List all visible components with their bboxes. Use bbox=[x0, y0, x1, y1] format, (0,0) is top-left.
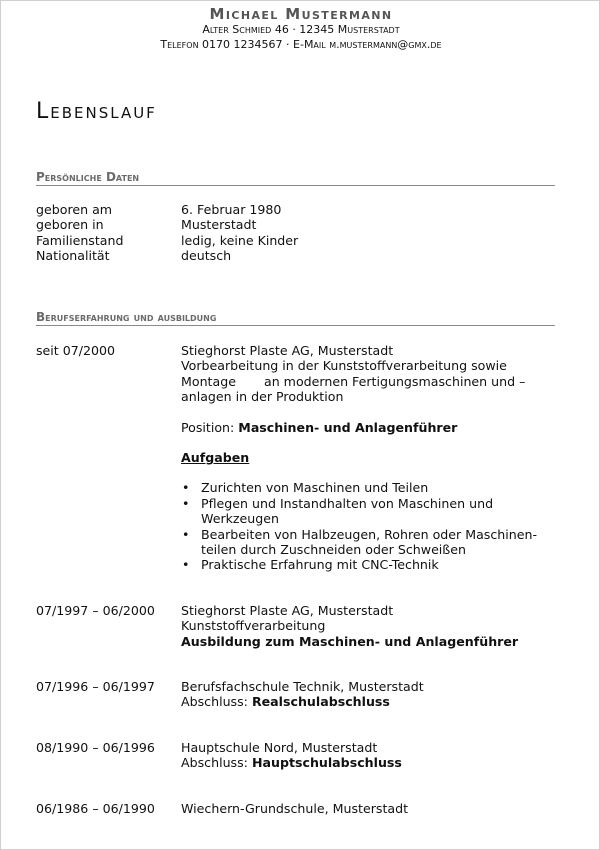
position-title: Maschinen- und Anlagenführer bbox=[238, 419, 458, 435]
tasks-list bbox=[181, 480, 566, 572]
degree-line bbox=[181, 694, 566, 709]
degree: Realschulabschluss bbox=[251, 694, 390, 710]
position-line bbox=[181, 420, 566, 435]
applicant-name: Michael Mustermann bbox=[209, 5, 393, 23]
education-entry-grundschule bbox=[36, 801, 566, 816]
personal-label: Nationalität bbox=[36, 248, 110, 264]
experience-entry-current bbox=[36, 343, 566, 573]
personal-row bbox=[36, 248, 566, 263]
entry-details bbox=[181, 603, 566, 649]
period: 06/1986 – 06/1990 bbox=[36, 801, 155, 816]
entry-details bbox=[181, 343, 566, 573]
degree-label: Abschluss: bbox=[181, 694, 252, 710]
address-line: Alter Schmied 46 · 12345 Musterstadt bbox=[202, 23, 400, 36]
personal-value: deutsch bbox=[181, 248, 232, 264]
degree-label: Abschluss: bbox=[181, 755, 252, 771]
entry-details bbox=[181, 740, 566, 771]
degree: Hauptschulabschluss bbox=[251, 755, 402, 771]
degree-line bbox=[181, 755, 566, 770]
section-heading-experience: Berufserfahrung und ausbildung bbox=[36, 310, 555, 326]
school-name: Berufsfachschule Technik, Musterstadt bbox=[181, 679, 424, 694]
personal-value: ledig, keine Kinder bbox=[181, 232, 299, 248]
period: 08/1990 – 06/1996 bbox=[36, 740, 155, 755]
period: 07/1997 – 06/2000 bbox=[36, 603, 155, 618]
personal-row bbox=[36, 217, 566, 232]
section-heading-personal: Persönliche Daten bbox=[36, 170, 555, 186]
training-title: Ausbildung zum Maschinen- und Anlagenführer bbox=[181, 633, 519, 649]
personal-label: Familienstand bbox=[36, 232, 124, 248]
personal-label: geboren in bbox=[36, 217, 104, 233]
personal-data-table bbox=[36, 202, 566, 264]
entry-details bbox=[181, 679, 566, 710]
tasks-heading: Aufgaben bbox=[181, 450, 250, 466]
education-entry-hauptschule bbox=[36, 740, 566, 771]
school-name: Hauptschule Nord, Musterstadt bbox=[181, 740, 378, 755]
personal-row bbox=[36, 202, 566, 217]
cv-header bbox=[1, 7, 600, 52]
period: 07/1996 – 06/1997 bbox=[36, 679, 155, 694]
experience-entry-training bbox=[36, 603, 566, 649]
list-item: • Praktische Erfahrung mit CNC-Technik bbox=[201, 557, 566, 572]
school-name: Wiechern-Grundschule, Musterstadt bbox=[181, 801, 409, 816]
list-item: • Bearbeiten von Halbzeugen, Rohren oder Maschinen-teilen durch Zuschneiden oder Schweißen bbox=[201, 527, 566, 558]
company: Stieghorst Plaste AG, Musterstadt bbox=[181, 603, 394, 618]
contact-line: Telefon 0170 1234567 · E-Mail m.mustermann@gmx.de bbox=[160, 38, 442, 51]
description-line: anlagen in der Produktion bbox=[181, 389, 344, 405]
personal-label: geboren am bbox=[36, 202, 113, 217]
personal-value: Musterstadt bbox=[181, 217, 257, 233]
education-entry-berufsfachschule bbox=[36, 679, 566, 710]
personal-value: 6. Februar 1980 bbox=[181, 202, 282, 217]
list-item: • Zurichten von Maschinen und Teilen bbox=[201, 480, 566, 495]
document-title: Lebenslauf bbox=[36, 99, 157, 124]
position-label: Position: bbox=[181, 419, 239, 435]
entry-details bbox=[181, 801, 566, 816]
list-item: • Pflegen und Instandhalten von Maschinen und Werkzeugen bbox=[201, 496, 566, 527]
company: Stieghorst Plaste AG, Musterstadt bbox=[181, 343, 394, 358]
period: seit 07/2000 bbox=[36, 343, 116, 358]
personal-row bbox=[36, 233, 566, 248]
description-line: Vorbearbeitung in der Kunststoffverarbeitung sowie bbox=[181, 358, 507, 374]
description-line: Kunststoffverarbeitung bbox=[181, 618, 326, 634]
description-line: Montage an modernen Fertigungsmaschinen und – bbox=[181, 373, 526, 389]
